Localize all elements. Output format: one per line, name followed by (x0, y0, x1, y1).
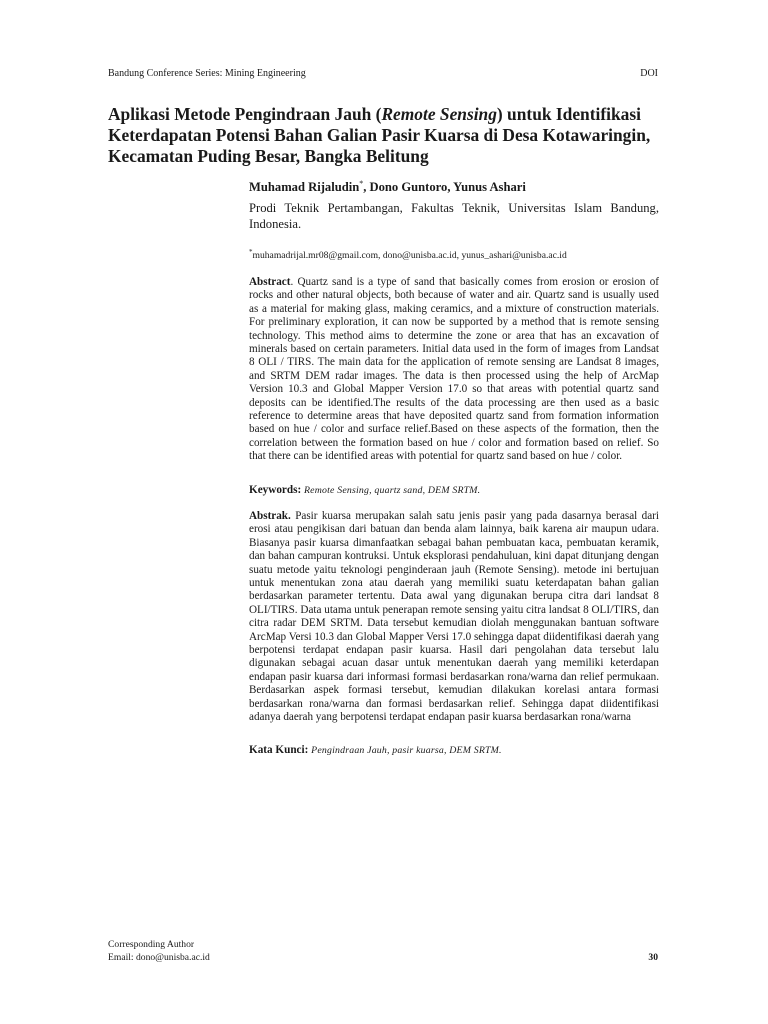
corresponding-author-label: Corresponding Author (108, 939, 195, 950)
other-authors: , Dono Guntoro, Yunus Ashari (363, 180, 526, 195)
abstract-label: Abstract (249, 276, 291, 288)
author-list (249, 176, 659, 195)
kata-kunci (249, 743, 659, 758)
keywords (249, 483, 659, 498)
title-italic: Remote Sensing (381, 104, 497, 124)
abstrak-label: Abstrak. (249, 510, 291, 522)
abstrak-text: Pasir kuarsa merupakan salah satu jenis pasir yang pada dasarnya berasal dari erosi atau pengikisan dari batuan dan benda alam lainnya, baik karena air maupun udara. Biasanya pasir kuarsa dimanfaatkan sebagai bahan pembuatan kaca, pembuatan keramik, dan bahan campuran kontruksi. Untuk eksplorasi pendahuluan, kini dapat ditunjang dengan suatu metode yaitu teknologi penginderaan jauh (Remote Sensing). metode ini bertujuan untuk menentukan zona atau daerah yang memiliki suatu keterdapatan bahan galian berdasarkan parameter tertentu. Data awal yang digunakan berupa citra dari landsat 8 OLI/TIRS. Data utama untuk penerapan remote sensing yaitu citra landsat 8 OLI/TIRS, dan citra radar DEM SRTM. Data tersebut kemudian diolah menggunakan bantuan software ArcMap Versi 10.3 dan Global Mapper Versi 17.0 sehingga dapat diidentifikasi daerah yang berpotensi terdapat endapan pasir kuarsa. Hasil dari pengolahan data tersebut lalu digunakan sebagai acuan dasar untuk menentukan daerah yang memiliki keterdapan endapan pasir kuarsa dari informasi formasi berdasarkan rona/warna dan relief permukaan. Berdasarkan aspek formasi tersebut, kemudian dilakukan korelasi antara formasi berdasarkan rona/warna dan formasi berdasarkan relief. Sehingga dapat diidentifikasi adanya daerah yang berpotensi terdapat endapan pasir kuarsa berdasarkan rona/warna (249, 510, 659, 724)
title-part-1: Aplikasi Metode Pengindraan Jauh ( (108, 104, 382, 124)
corresponding-email: Email: dono@unisba.ac.id (108, 951, 210, 963)
doi-label: DOI (640, 68, 658, 79)
kata-kunci-text: Pengindraan Jauh, pasir kuarsa, DEM SRTM. (311, 745, 502, 756)
title-part-2: ) untuk Identifikasi Keterdapatan Potensi Bahan Galian Pasir Kuarsa di Desa Kotawaringin, Kecamatan Puding Besar, Bangka Belitung (108, 104, 651, 166)
keywords-label: Keywords: (249, 484, 302, 496)
footer-corresponding (108, 939, 210, 964)
author-emails (249, 246, 659, 262)
email-mark: * (249, 248, 253, 256)
abstract-text: . Quartz sand is a type of sand that basically comes from erosion or erosion of rocks and other natural objects, both because of water and air. Quartz sand is usually used as a material for making glass, making ceramics, and a mixture of construction materials. For preliminary exploration, it can now be supported by a method that is remote sensing technology. This method aims to determine the zone or area that has an excavation of minerals based on certain parameters. Initial data used in the form of images from Landsat 8 OLI / TIRS. The main data for the application of remote sensing are Landsat 8 images, and SRTM DEM radar images. The data is then processed using the help of ArcMap Version 10.3 and Global Mapper Version 17.0 so that areas with potential quartz sand deposits can be identified.The results of the data processing are then used as a basic reference to determine areas that have deposited quartz sand from formation information based on hue / color and surface relief.Based on these aspects of the formation, then the correlation between the formation based on hue / color and formation based on relief. So that there can be identified areas with potential for quartz sand based on hue / color. (249, 276, 659, 463)
kata-kunci-label: Kata Kunci: (249, 744, 309, 756)
affiliation: Prodi Teknik Pertambangan, Fakultas Teknik, Universitas Islam Bandung, Indonesia. (249, 201, 659, 231)
corresponding-mark: * (359, 179, 364, 188)
page-number: 30 (648, 952, 658, 963)
abstract (249, 276, 659, 464)
conference-series: Bandung Conference Series: Mining Engineering (108, 68, 306, 79)
abstrak (249, 510, 659, 725)
email-list: muhamadrijal.mr08@gmail.com, dono@unisba.ac.id, yunus_ashari@unisba.ac.id (252, 250, 567, 262)
keywords-text: Remote Sensing, quartz sand, DEM SRTM. (304, 485, 481, 496)
running-head (108, 68, 658, 80)
first-author: Muhamad Rijaludin (249, 180, 360, 195)
paper-title (108, 104, 668, 167)
